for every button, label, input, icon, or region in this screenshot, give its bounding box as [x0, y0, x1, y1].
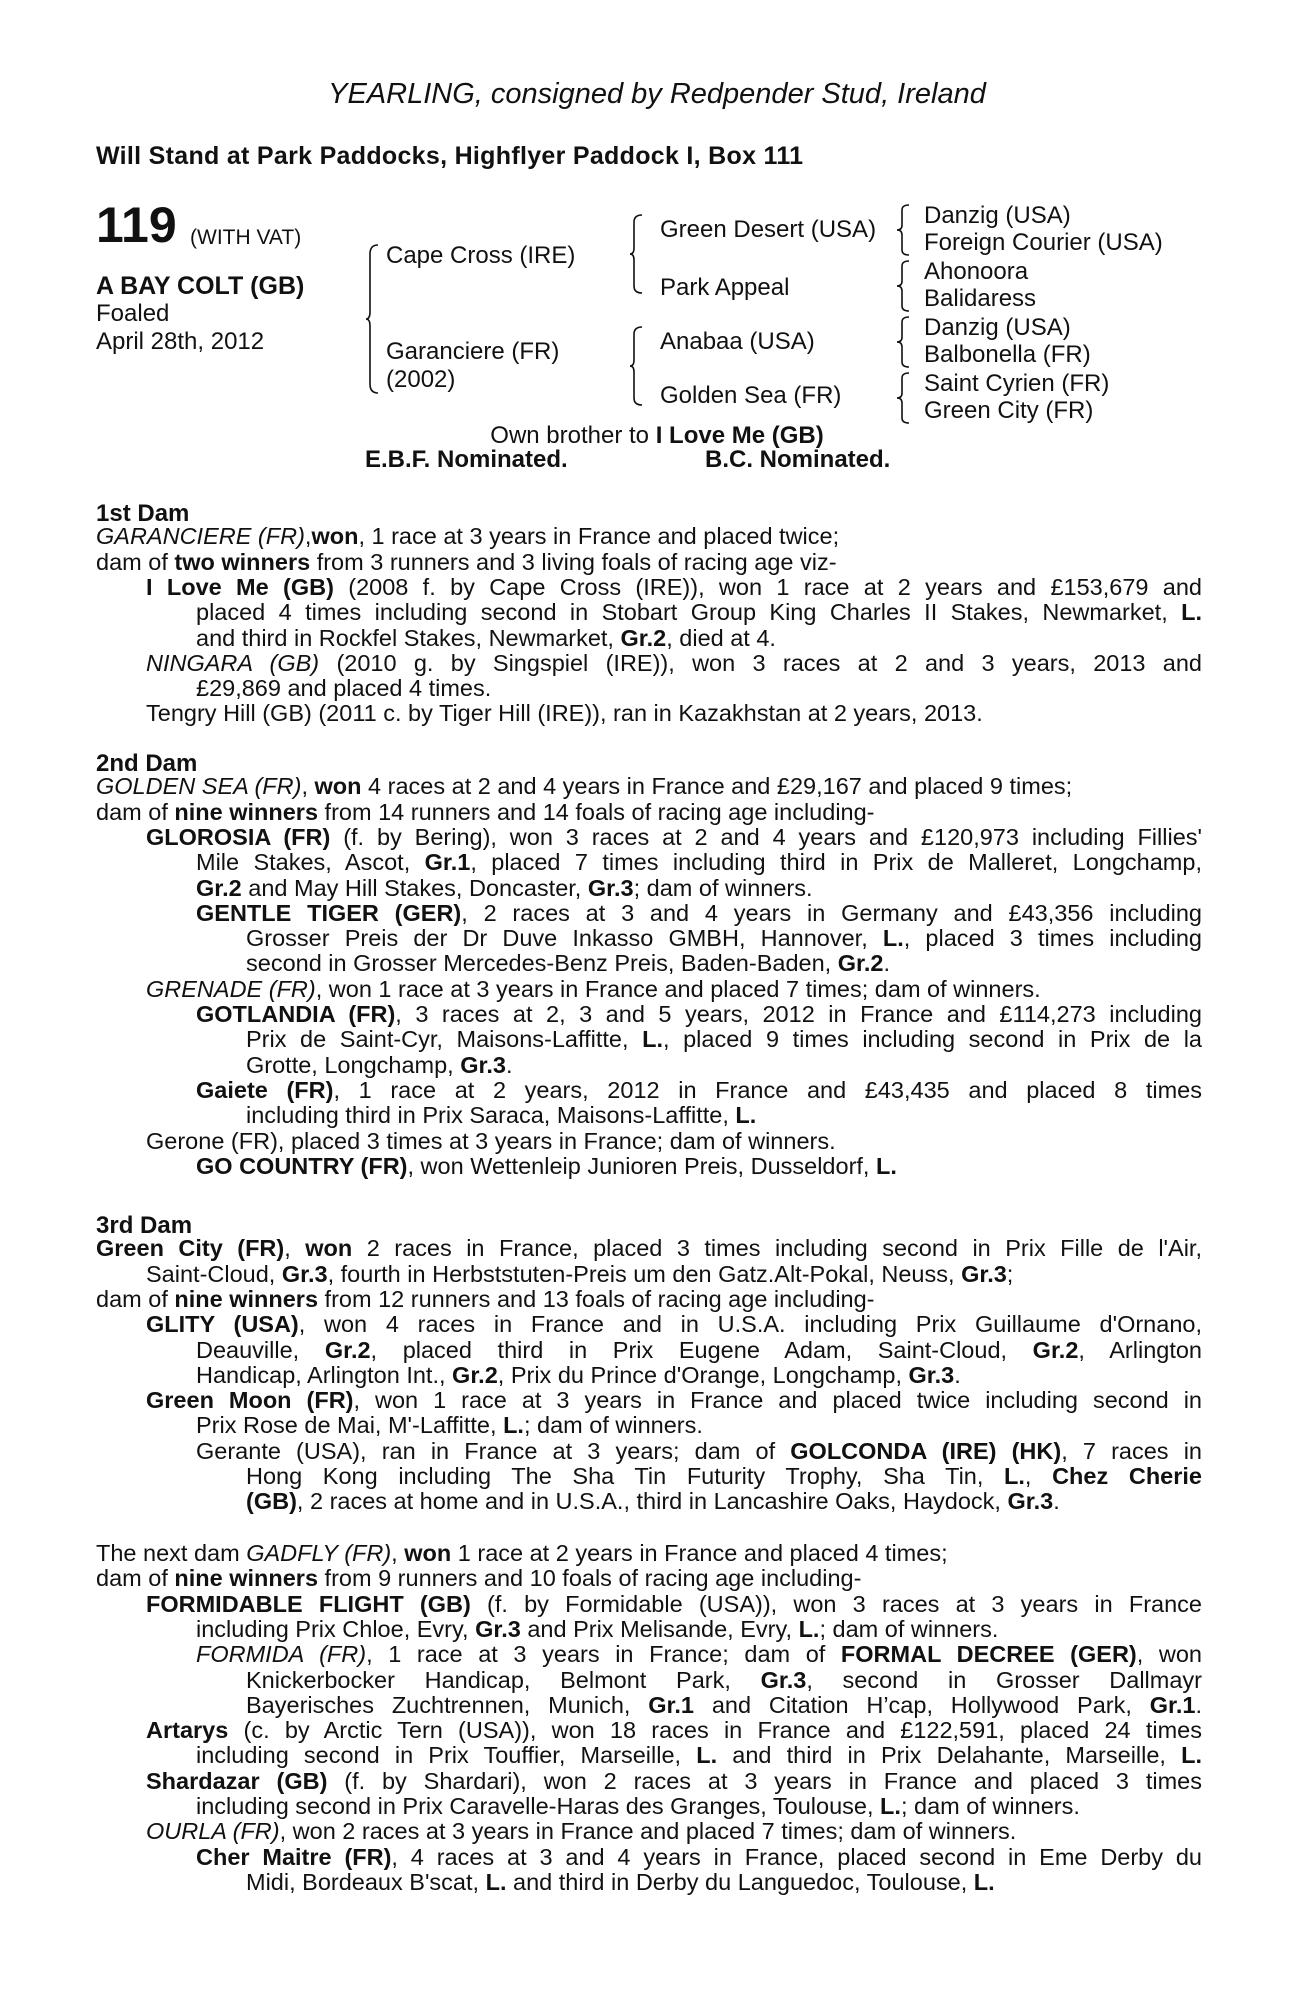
bold-run: Gr.2: [452, 1361, 498, 1388]
bold-run: (GB): [246, 1488, 297, 1515]
bold-run: Gr.3: [460, 1051, 506, 1078]
bold-run: GOTLANDIA (FR): [196, 1001, 396, 1027]
text-run: Prix Rose de Mai, M'-Laffitte,: [196, 1412, 504, 1439]
bold-run: Cher Maitre (FR): [196, 1843, 392, 1870]
text-run: ;: [1006, 1260, 1014, 1287]
text-run: ,: [1024, 1463, 1053, 1489]
bold-run: won: [311, 523, 359, 550]
text-line: [196, 1744, 1202, 1768]
bold-run: Gr.2: [837, 950, 884, 977]
pedigree-bracket-gen3-3: [897, 316, 911, 368]
text-line: [246, 952, 890, 976]
text-line: [196, 1003, 1202, 1027]
text-line: [146, 1820, 1016, 1844]
text-run: , second in Grosser Dallmayr: [806, 1666, 1202, 1693]
bold-run: two winners: [174, 548, 311, 575]
bold-run: Gr.3: [475, 1615, 521, 1642]
stabling-location: Will Stand at Park Paddocks, Highflyer Paddock I, Box 111: [96, 142, 804, 170]
italic-run: GADFLY (FR): [246, 1540, 392, 1566]
bold-run: L.: [1004, 1463, 1025, 1489]
text-run: second in Grosser Mercedes-Benz Preis, Baden-Baden,: [246, 950, 838, 977]
bold-run: Green Moon (FR): [146, 1387, 354, 1414]
pedigree-bracket-dam: [630, 326, 644, 406]
text-run: including third in Prix Saraca, Maisons-Laffitte,: [246, 1102, 736, 1129]
text-run: ,: [284, 1235, 306, 1262]
text-run: from 3 runners and 3 living foals of racing age viz-: [310, 548, 837, 575]
pedigree-bracket-sire: [630, 214, 644, 294]
text-line: [246, 1490, 1060, 1514]
text-line: [246, 1028, 1202, 1052]
pedigree-gen3-3: Ahonoora: [924, 258, 1029, 285]
bold-run: Gr.1: [1149, 1691, 1196, 1718]
text-line: [96, 548, 837, 575]
text-line: [96, 1285, 875, 1312]
italic-run: FORMIDA (FR): [196, 1641, 367, 1668]
bold-run: L.: [1181, 1742, 1202, 1769]
text-line: [196, 1437, 1202, 1464]
nominations: [365, 446, 890, 474]
text-run: from 12 runners and 13 foals of racing age including-: [318, 1285, 875, 1312]
text-line: [146, 1313, 1202, 1337]
text-line: [246, 1051, 513, 1078]
bold-run: Gr.3: [961, 1260, 1007, 1287]
lot-vat-note: (WITH VAT): [190, 226, 302, 249]
text-line: [146, 573, 1203, 600]
text-run: , won: [1136, 1641, 1203, 1668]
bold-run: Gr.2: [1032, 1336, 1079, 1363]
bold-run: Gr.3: [587, 874, 634, 901]
text-line: [246, 1868, 995, 1895]
text-run: (2008 f. by Cape Cross (IRE)), won 1 race at 2 years and £153,679 and: [333, 573, 1203, 600]
bold-run: Gr.3: [760, 1666, 807, 1693]
text-run: and third in Prix Delahante, Marseille,: [717, 1742, 1182, 1769]
text-run: .: [1195, 1691, 1202, 1718]
bold-run: Gr.3: [908, 1361, 955, 1388]
text-run: Gerante (USA), ran in France at 3 years; dam of: [196, 1437, 791, 1464]
pedigree-bracket-gen3-2: [897, 260, 911, 312]
text-line: [196, 874, 813, 901]
text-line: [196, 1336, 1202, 1363]
text-line: [196, 1795, 1080, 1819]
bold-run: Green City (FR): [96, 1235, 285, 1262]
text-line: [196, 1843, 1202, 1870]
text-line: [146, 1719, 1202, 1743]
text-run: dam of: [96, 798, 175, 825]
italic-run: OURLA (FR): [146, 1818, 280, 1845]
bold-run: L.: [798, 1615, 820, 1642]
text-run: , Prix du Prince d'Orange, Longchamp,: [497, 1361, 909, 1388]
bold-run: I Love Me (GB): [146, 573, 334, 600]
bold-run: L.: [485, 1868, 507, 1895]
text-run: .: [505, 1051, 513, 1078]
bold-run: Gr.1: [424, 849, 471, 876]
text-run: ; dam of winners.: [819, 1615, 999, 1642]
text-run: , Arlington: [1078, 1336, 1202, 1363]
text-run: ,: [304, 523, 312, 550]
text-line: [146, 975, 1041, 1002]
text-line: [196, 624, 776, 651]
bold-run: Gr.1: [648, 1691, 694, 1718]
pedigree-sire-sire: Green Desert (USA): [660, 216, 877, 243]
text-run: , placed third in Prix Eugene Adam, Saint-Cloud,: [370, 1336, 1033, 1363]
text-run: and third in Rockfel Stakes, Newmarket,: [196, 624, 621, 651]
text-run: Deauville,: [196, 1336, 325, 1363]
text-run: .: [883, 950, 890, 977]
italic-run: GRENADE (FR): [146, 975, 316, 1002]
text-line: [196, 1076, 1202, 1103]
bold-run: L.: [503, 1412, 524, 1439]
text-run: , won Wettenleip Junioren Preis, Dusseldorf,: [407, 1152, 876, 1179]
text-run: ; dam of winners.: [633, 874, 813, 901]
text-run: , fourth in Herbststuten-Preis um den Gatz.Alt-Pokal, Neuss,: [327, 1260, 962, 1287]
text-run: and May Hill Stakes, Doncaster,: [241, 874, 588, 901]
text-line: [246, 1691, 1202, 1718]
text-run: Hong Kong including The Sha Tin Futurity Trophy, Sha Tin,: [246, 1463, 1005, 1489]
pedigree-bracket-gen3-4: [897, 372, 911, 424]
text-line: [146, 1260, 1014, 1287]
bold-run: Gr.2: [324, 1336, 371, 1363]
text-run: Grosser Preis der Dr Duve Inkasso GMBH, Hannover,: [246, 925, 883, 952]
pedigree-bracket-gen3-1: [897, 204, 911, 256]
text-line: [146, 702, 983, 726]
text-run: including second in Prix Caravelle-Haras des Granges, Toulouse,: [196, 1793, 881, 1819]
text-run: , 1 race at 2 years, 2012 in France and £43,435 and placed 8 times: [333, 1076, 1202, 1103]
pedigree-dam-sire: Anabaa (USA): [660, 328, 815, 355]
bold-run: FORMAL DECREE (GER): [840, 1641, 1137, 1668]
pedigree-dam-dam: Golden Sea (FR): [660, 382, 842, 409]
pedigree-gen3-1: Danzig (USA): [924, 202, 1071, 229]
text-run: ; dam of winners.: [900, 1793, 1080, 1819]
bold-run: Shardazar (GB): [146, 1767, 328, 1794]
section-heading: 3rd Dam: [96, 1212, 193, 1239]
text-line: [196, 1414, 703, 1438]
text-run: , died at 4.: [666, 624, 776, 651]
text-line: [196, 1643, 1202, 1667]
bold-run: L.: [735, 1102, 757, 1129]
text-run: Grotte, Longchamp,: [246, 1051, 461, 1078]
text-run: (c. by Arctic Tern (USA)), won 18 races in France and £122,591, placed 24 times: [228, 1717, 1202, 1744]
text-run: , won 2 races at 3 years in France and placed 7 times; dam of winners.: [279, 1818, 1017, 1845]
bold-run: Gr.3: [1007, 1488, 1054, 1515]
text-run: Gerone (FR), placed 3 times at 3 years in France; dam of winners.: [146, 1127, 836, 1154]
text-run: , 1 race at 3 years in France and placed twice;: [358, 523, 840, 550]
foaled-label: Foaled: [96, 300, 170, 327]
bold-run: won: [305, 1235, 353, 1262]
text-run: ,: [391, 1540, 405, 1566]
italic-run: GOLDEN SEA (FR): [96, 773, 302, 800]
text-run: (2010 g. by Singspiel (IRE)), won 3 races at 2 and 3 years, 2013 and: [319, 649, 1202, 676]
text-run: Knickerbocker Handicap, Belmont Park,: [246, 1666, 761, 1693]
text-run: (f. by Formidable (USA)), won 3 races at 3 years in France: [470, 1590, 1202, 1617]
bold-run: Gr.2: [620, 624, 667, 651]
text-run: Tengry Hill (GB) (2011 c. by Tiger Hill (IRE)), ran in Kazakhstan at 2 years, 2013.: [146, 700, 983, 727]
text-line: [146, 823, 1202, 850]
text-run: , 1 race at 3 years in France; dam of: [366, 1641, 841, 1668]
catalogue-heading: YEARLING, consigned by Redpender Stud, Ireland: [328, 78, 986, 110]
text-line: [196, 601, 1202, 625]
pedigree-sire-dam: Park Appeal: [660, 274, 790, 301]
pedigree-gen3-4: Balidaress: [924, 285, 1037, 312]
bold-run: Gaiete (FR): [196, 1076, 334, 1103]
pedigree-gen3-8: Green City (FR): [924, 397, 1094, 424]
text-line: [196, 851, 1202, 875]
bold-run: FORMIDABLE FLIGHT (GB): [146, 1590, 471, 1617]
bold-run: Gr.3: [281, 1260, 328, 1287]
text-run: , won 1 race at 3 years in France and placed 7 times; dam of winners.: [315, 975, 1041, 1002]
ebf-nomination: E.B.F. Nominated.: [365, 446, 568, 473]
pedigree-dam-year: (2002): [386, 366, 456, 393]
pedigree-gen3-5: Danzig (USA): [924, 314, 1071, 341]
own-brother-name: I Love Me (GB): [655, 422, 824, 449]
text-run: Mile Stakes, Ascot,: [196, 849, 425, 876]
text-run: , placed 9 times including second in Prix de la: [663, 1026, 1202, 1053]
text-line: [96, 525, 839, 549]
text-run: , 2 races at 3 and 4 years in Germany and £43,356 including: [461, 899, 1203, 926]
text-run: .: [954, 1361, 961, 1388]
bold-run: L.: [880, 1793, 901, 1819]
text-line: [246, 1666, 1202, 1693]
text-run: Midi, Bordeaux B'scat,: [246, 1868, 486, 1895]
text-run: 1 race at 2 years in France and placed 4 times;: [451, 1540, 948, 1566]
text-line: [96, 1567, 861, 1591]
bold-run: nine winners: [174, 798, 319, 825]
lot-number: 119: [96, 197, 177, 253]
italic-run: GARANCIERE (FR): [96, 523, 305, 550]
text-run: ; dam of winners.: [523, 1412, 703, 1439]
text-run: The next dam: [96, 1540, 247, 1566]
text-run: including second in Prix Touffier, Marseille,: [196, 1742, 697, 1769]
text-run: dam of: [96, 1285, 175, 1312]
text-run: , placed 7 times including third in Prix de Malleret, Longchamp,: [470, 849, 1202, 876]
text-run: , won 1 race at 3 years in France and placed twice including second in: [353, 1387, 1202, 1414]
bold-run: Gr.2: [196, 874, 242, 901]
text-line: [96, 1542, 948, 1566]
text-run: dam of: [96, 1565, 175, 1592]
text-run: , 2 races at home and in U.S.A., third in Lancashire Oaks, Haydock,: [296, 1488, 1008, 1515]
bold-run: nine winners: [174, 1565, 319, 1592]
text-run: , 3 races at 2, 3 and 5 years, 2012 in France and £114,273 including: [395, 1001, 1202, 1027]
text-run: including Prix Chloe, Evry,: [196, 1615, 476, 1642]
text-line: [96, 775, 1072, 799]
pedigree-gen3-6: Balbonella (FR): [924, 341, 1091, 368]
bold-run: GENTLE TIGER (GER): [196, 899, 462, 926]
text-line: [146, 1590, 1202, 1617]
text-line: [146, 1767, 1202, 1794]
bold-run: GOLCONDA (IRE) (HK): [790, 1437, 1062, 1464]
section-heading: 2nd Dam: [96, 750, 198, 777]
text-line: [246, 1465, 1202, 1489]
text-run: (f. by Shardari), won 2 races at 3 years in France and placed 3 times: [327, 1767, 1202, 1794]
text-line: [196, 1361, 961, 1388]
text-run: , 4 races at 3 and 4 years in France, placed second in Eme Derby du: [391, 1843, 1202, 1870]
section-heading: 1st Dam: [96, 500, 190, 527]
text-run: (f. by Bering), won 3 races at 2 and 4 years and £120,973 including Fillies': [330, 823, 1202, 850]
bold-run: L.: [973, 1868, 995, 1895]
text-run: 2 races in France, placed 3 times including second in Prix Fille de l'Air,: [352, 1235, 1202, 1262]
text-line: [96, 798, 875, 825]
text-run: from 9 runners and 10 foals of racing age including-: [318, 1565, 862, 1592]
bold-run: GO COUNTRY (FR): [196, 1152, 408, 1179]
italic-run: NINGARA (GB): [146, 649, 320, 676]
text-line: [146, 1127, 836, 1154]
bold-run: Chez Cherie: [1052, 1463, 1202, 1489]
text-line: [146, 1389, 1202, 1413]
text-run: Handicap, Arlington Int.,: [196, 1361, 453, 1388]
bold-run: L.: [696, 1742, 718, 1769]
text-run: , won 4 races in France and in U.S.A. including Prix Guillaume d'Ornano,: [298, 1311, 1202, 1338]
text-run: and third in Derby du Languedoc, Toulouse,: [506, 1868, 974, 1895]
bc-nomination: B.C. Nominated.: [705, 446, 891, 473]
text-line: [196, 677, 491, 701]
text-run: .: [1053, 1488, 1060, 1515]
text-run: , placed 3 times including: [903, 925, 1202, 952]
text-line: [196, 1615, 999, 1642]
text-line: [96, 1237, 1202, 1261]
text-run: Bayerisches Zuchtrennen, Munich,: [246, 1691, 649, 1718]
bold-run: nine winners: [174, 1285, 319, 1312]
text-line: [246, 927, 1202, 951]
bold-run: L.: [876, 1152, 897, 1179]
bold-run: Artarys: [146, 1717, 229, 1744]
bold-run: GLOROSIA (FR): [146, 823, 331, 850]
bold-run: won: [404, 1540, 452, 1566]
text-run: dam of: [96, 548, 175, 575]
pedigree-dam: Garanciere (FR): [386, 338, 560, 365]
bold-run: L.: [882, 925, 904, 952]
text-run: ,: [301, 773, 315, 800]
text-line: [246, 1104, 756, 1128]
text-line: [196, 1152, 897, 1179]
pedigree-gen3-7: Saint Cyrien (FR): [924, 370, 1110, 397]
text-run: placed 4 times including second in Stobart Group King Charles II Stakes, Newmarket,: [196, 599, 1182, 626]
text-run: 4 races at 2 and 4 years in France and £29,167 and placed 9 times;: [361, 773, 1073, 800]
own-brother-prefix: Own brother to: [490, 422, 656, 449]
foaled-date: April 28th, 2012: [96, 328, 265, 355]
text-run: from 14 runners and 14 foals of racing age including-: [318, 798, 875, 825]
bold-run: GLITY (USA): [146, 1311, 299, 1338]
bold-run: L.: [642, 1026, 663, 1053]
text-run: Saint-Cloud,: [146, 1260, 282, 1287]
text-run: £29,869 and placed 4 times.: [196, 675, 492, 702]
horse-name: A BAY COLT (GB): [96, 272, 305, 300]
pedigree-sire: Cape Cross (IRE): [386, 242, 576, 269]
bold-run: L.: [1181, 599, 1202, 626]
text-run: and Prix Melisande, Evry,: [520, 1615, 799, 1642]
text-run: Prix de Saint-Cyr, Maisons-Laffitte,: [246, 1026, 643, 1053]
text-line: [196, 899, 1203, 926]
bold-run: won: [314, 773, 362, 800]
pedigree-bracket-gen1: [366, 244, 380, 394]
text-run: , 7 races in: [1061, 1437, 1202, 1464]
pedigree-gen3-2: Foreign Courier (USA): [924, 229, 1163, 256]
text-line: [146, 649, 1202, 676]
text-run: and Citation H’cap, Hollywood Park,: [693, 1691, 1150, 1718]
